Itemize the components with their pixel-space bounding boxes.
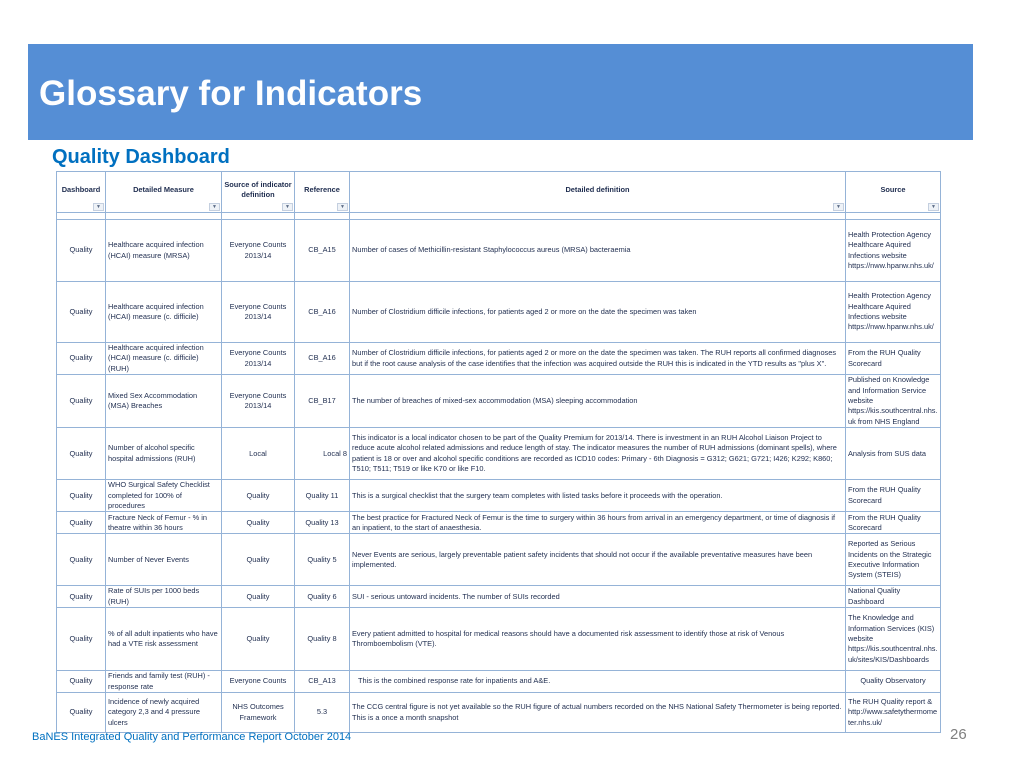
table-header-row	[57, 172, 941, 213]
header-label: Detailed Measure	[133, 184, 194, 194]
header-dashboard	[57, 172, 106, 213]
header-source-of-definition	[222, 172, 295, 213]
header-label: Source	[880, 184, 906, 194]
page-number: 26	[950, 726, 967, 743]
table-row	[57, 428, 941, 480]
cell-definition: The number of breaches of mixed-sex accommodation (MSA) sleeping accommodation	[350, 375, 846, 428]
header-label: Dashboard	[61, 184, 101, 194]
cell-reference: CB_B17	[295, 375, 350, 428]
cell-dashboard: Quality	[57, 480, 106, 512]
cell-definition: Number of Clostridium difficile infections, for patients aged 2 or more on the date the specimen was taken. The RUH reports all confirmed diagnoses but if the root cause analysis of the case identifies that the infection was acquired outside the RUH this is indicated in the YTD results as "plus X".	[350, 343, 846, 375]
cell-dashboard: Quality	[57, 586, 106, 608]
cell-dashboard: Quality	[57, 671, 106, 693]
header-detailed-definition	[350, 172, 846, 213]
title-banner	[28, 44, 973, 140]
cell-source: National Quality Dashboard	[846, 586, 941, 608]
cell-reference: CB_A16	[295, 282, 350, 343]
cell-reference: 5.3	[295, 693, 350, 733]
cell-definition: Number of Clostridium difficile infections, for patients aged 2 or more on the date the specimen was taken	[350, 282, 846, 343]
table-body	[57, 213, 941, 733]
filter-dropdown-icon[interactable]: ▼	[93, 203, 104, 211]
cell-source: Published on Knowledge and Information Service website https://kis.southcentral.nhs.uk from NHS England	[846, 375, 941, 428]
cell-measure: Healthcare acquired infection (HCAI) measure (MRSA)	[106, 220, 222, 282]
cell-dashboard: Quality	[57, 608, 106, 671]
filter-dropdown-icon[interactable]: ▼	[833, 203, 844, 211]
cell-source: From the RUH Quality Scorecard	[846, 480, 941, 512]
header-reference	[295, 172, 350, 213]
cell-source-definition: Quality	[222, 512, 295, 534]
cell-definition: Number of cases of Methicillin-resistant Staphylococcus aureus (MRSA) bacteraemia	[350, 220, 846, 282]
table-row	[57, 375, 941, 428]
cell-source: Quality Observatory	[846, 671, 941, 693]
cell-measure: Healthcare acquired infection (HCAI) measure (c. difficile) (RUH)	[106, 343, 222, 375]
cell-measure: Number of Never Events	[106, 534, 222, 586]
header-label: Detailed definition	[565, 184, 630, 194]
cell-measure: WHO Surgical Safety Checklist completed for 100% of procedures	[106, 480, 222, 512]
cell-reference: CB_A16	[295, 343, 350, 375]
cell-measure: Healthcare acquired infection (HCAI) measure (c. difficile)	[106, 282, 222, 343]
table-row	[57, 282, 941, 343]
table-row	[57, 671, 941, 693]
cell-source-definition: Everyone Counts 2013/14	[222, 343, 295, 375]
spacer-row	[57, 213, 941, 220]
table-row	[57, 480, 941, 512]
cell-definition: This is the combined response rate for inpatients and A&E.	[350, 671, 846, 693]
cell-reference: CB_A15	[295, 220, 350, 282]
header-label: Source of indicator definition	[224, 179, 292, 199]
header-source	[846, 172, 941, 213]
filter-dropdown-icon[interactable]: ▼	[209, 203, 220, 211]
cell-source-definition: Quality	[222, 586, 295, 608]
cell-dashboard: Quality	[57, 693, 106, 733]
cell-source: Reported as Serious Incidents on the Strategic Executive Information System (STEIS)	[846, 534, 941, 586]
cell-dashboard: Quality	[57, 282, 106, 343]
table-row	[57, 586, 941, 608]
cell-dashboard: Quality	[57, 534, 106, 586]
table-row	[57, 608, 941, 671]
table-row	[57, 512, 941, 534]
cell-reference: Quality 11	[295, 480, 350, 512]
footer-text: BaNES Integrated Quality and Performance Report October 2014	[32, 731, 352, 743]
filter-dropdown-icon[interactable]: ▼	[928, 203, 939, 211]
cell-definition: Never Events are serious, largely preventable patient safety incidents that should not occur if the available preventative measures have been implemented.	[350, 534, 846, 586]
cell-definition: SUI - serious untoward incidents. The number of SUIs recorded	[350, 586, 846, 608]
cell-reference: Quality 5	[295, 534, 350, 586]
cell-definition: The CCG central figure is not yet available so the RUH figure of actual numbers recorded on the NHS National Safety Thermometer is being reported. This is a once a month snapshot	[350, 693, 846, 733]
table-row	[57, 534, 941, 586]
cell-dashboard: Quality	[57, 220, 106, 282]
cell-reference: Quality 6	[295, 586, 350, 608]
cell-source: Health Protection Agency Healthcare Aquired Infections website https://nww.hpanw.nhs.uk/	[846, 220, 941, 282]
cell-source: Analysis from SUS data	[846, 428, 941, 480]
cell-source-definition: Quality	[222, 608, 295, 671]
cell-reference: Quality 8	[295, 608, 350, 671]
cell-source: Health Protection Agency Healthcare Aquired Infections website https://nww.hpanw.nhs.uk/	[846, 282, 941, 343]
cell-dashboard: Quality	[57, 428, 106, 480]
cell-source: From the RUH Quality Scorecard	[846, 512, 941, 534]
cell-measure: Rate of SUIs per 1000 beds (RUH)	[106, 586, 222, 608]
cell-source: The RUH Quality report & http://www.safetythermometer.nhs.uk/	[846, 693, 941, 733]
cell-source-definition: Quality	[222, 480, 295, 512]
glossary-table-container	[56, 171, 940, 733]
cell-source-definition: Local	[222, 428, 295, 480]
cell-measure: Number of alcohol specific hospital admissions (RUH)	[106, 428, 222, 480]
cell-dashboard: Quality	[57, 375, 106, 428]
page-title: Glossary for Indicators	[39, 74, 423, 113]
cell-measure: Mixed Sex Accommodation (MSA) Breaches	[106, 375, 222, 428]
table-row	[57, 693, 941, 733]
table-row	[57, 220, 941, 282]
section-subtitle: Quality Dashboard	[52, 146, 230, 168]
cell-source: The Knowledge and Information Services (KIS) website https://kis.southcentral.nhs.uk/sites/KIS/Dashboards	[846, 608, 941, 671]
cell-measure: Friends and family test (RUH) - response rate	[106, 671, 222, 693]
header-detailed-measure	[106, 172, 222, 213]
cell-source: From the RUH Quality Scorecard	[846, 343, 941, 375]
cell-source-definition: Everyone Counts 2013/14	[222, 282, 295, 343]
cell-source-definition: Everyone Counts 2013/14	[222, 220, 295, 282]
cell-source-definition: Quality	[222, 534, 295, 586]
cell-definition: This is a surgical checklist that the surgery team completes with listed tasks before it proceeds with the operation.	[350, 480, 846, 512]
filter-dropdown-icon[interactable]: ▼	[282, 203, 293, 211]
cell-definition: Every patient admitted to hospital for medical reasons should have a documented risk assessment to identify those at risk of Venous Thromboembolism (VTE).	[350, 608, 846, 671]
cell-reference: Local 8	[295, 428, 350, 480]
cell-measure: Fracture Neck of Femur - % in theatre within 36 hours	[106, 512, 222, 534]
cell-source-definition: NHS Outcomes Framework	[222, 693, 295, 733]
cell-dashboard: Quality	[57, 512, 106, 534]
cell-reference: CB_A13	[295, 671, 350, 693]
header-label: Reference	[304, 184, 340, 194]
cell-definition: The best practice for Fractured Neck of Femur is the time to surgery within 36 hours from arrival in an emergency department, or time of diagnosis if an inpatient, to the start of anaesthesia.	[350, 512, 846, 534]
filter-dropdown-icon[interactable]: ▼	[337, 203, 348, 211]
glossary-table	[56, 171, 941, 733]
cell-measure: % of all adult inpatients who have had a VTE risk assessment	[106, 608, 222, 671]
table-row	[57, 343, 941, 375]
cell-dashboard: Quality	[57, 343, 106, 375]
cell-measure: Incidence of newly acquired category 2,3 and 4 pressure ulcers	[106, 693, 222, 733]
cell-source-definition: Everyone Counts 2013/14	[222, 375, 295, 428]
cell-source-definition: Everyone Counts	[222, 671, 295, 693]
cell-definition: This indicator is a local indicator chosen to be part of the Quality Premium for 2013/14. There is investment in an RUH Alcohol Liaison Project to reduce acute alcohol related admissions and reduce length of stay. The indicator measures the number of RUH admissions (dominant spells), where patient is 18 or over and alcohol specific conditions are recorded as ICD10 codes: Primary - 6th Diagnosis = G312; G621; G721; I426; K292; K860; T510; T511; T519 or like K70 or like F10.	[350, 428, 846, 480]
cell-reference: Quality 13	[295, 512, 350, 534]
